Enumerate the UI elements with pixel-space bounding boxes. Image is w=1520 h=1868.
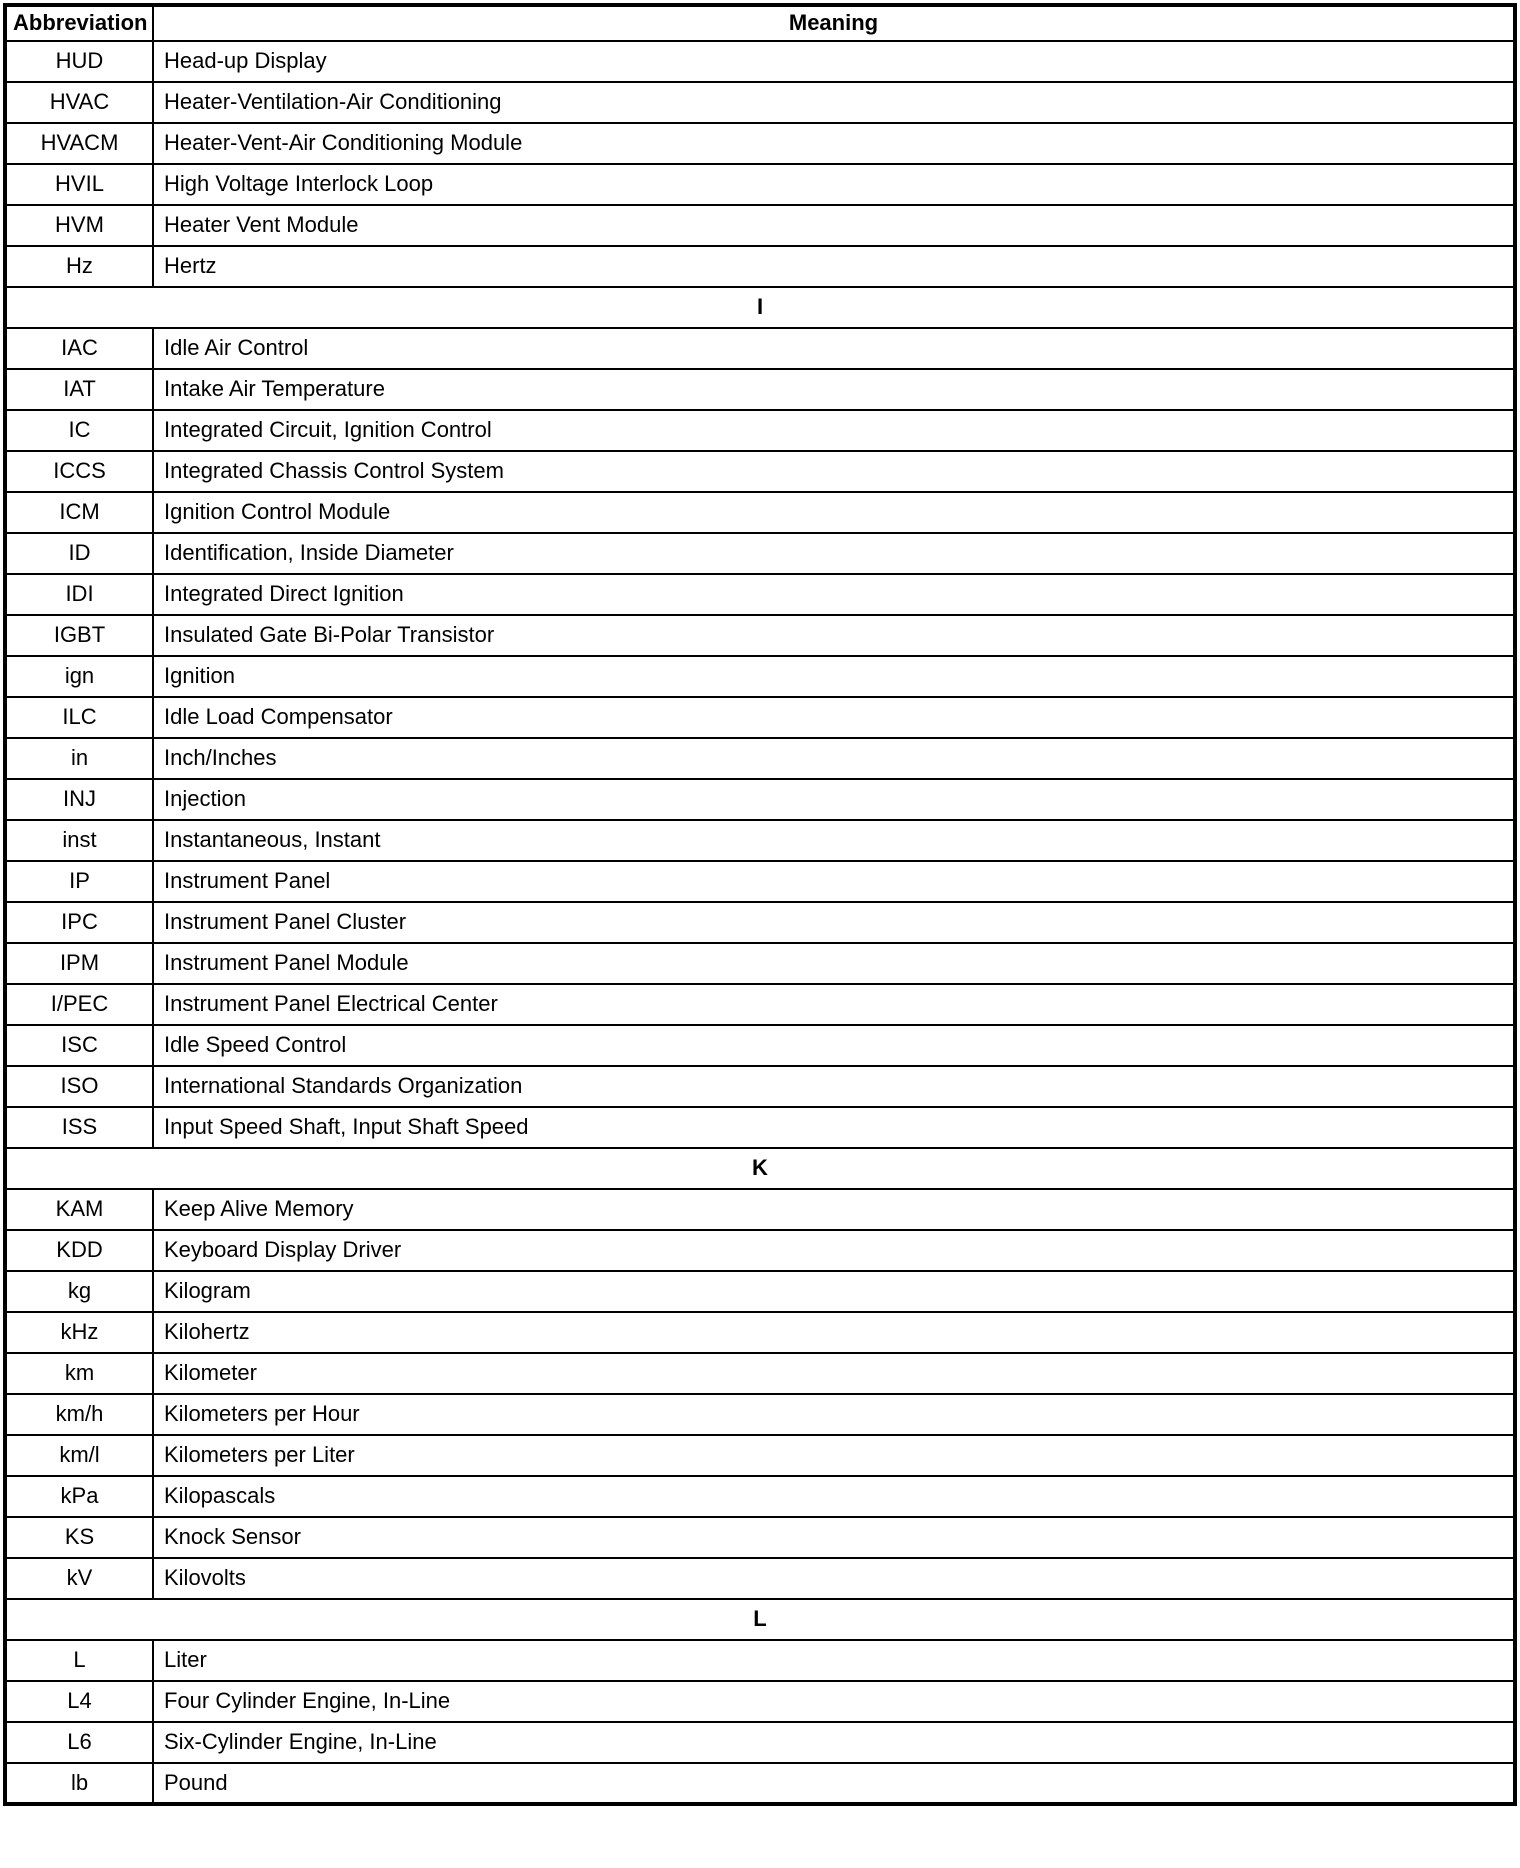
- meaning-cell: Liter: [153, 1640, 1515, 1681]
- section-letter: K: [5, 1148, 1515, 1189]
- abbreviation-cell: ign: [5, 656, 153, 697]
- table-row: [5, 1640, 1515, 1681]
- section-letter: I: [5, 287, 1515, 328]
- table-body: [5, 41, 1515, 1804]
- table-row: [5, 1722, 1515, 1763]
- abbreviation-table: [3, 3, 1517, 1806]
- table-row: [5, 697, 1515, 738]
- table-row: [5, 1107, 1515, 1148]
- abbreviation-cell: HVIL: [5, 164, 153, 205]
- table-row: [5, 779, 1515, 820]
- meaning-cell: Kilovolts: [153, 1558, 1515, 1599]
- table-row: [5, 615, 1515, 656]
- abbreviation-cell: L4: [5, 1681, 153, 1722]
- meaning-cell: Keep Alive Memory: [153, 1189, 1515, 1230]
- table-row: [5, 1394, 1515, 1435]
- table-row: [5, 1353, 1515, 1394]
- table-row: [5, 533, 1515, 574]
- meaning-cell: Kilometers per Liter: [153, 1435, 1515, 1476]
- table-row: [5, 574, 1515, 615]
- section-header-row: [5, 1148, 1515, 1189]
- table-row: [5, 984, 1515, 1025]
- table-row: [5, 902, 1515, 943]
- abbreviation-cell: in: [5, 738, 153, 779]
- abbreviation-cell: IAT: [5, 369, 153, 410]
- table-row: [5, 82, 1515, 123]
- meaning-cell: Knock Sensor: [153, 1517, 1515, 1558]
- meaning-cell: Heater Vent Module: [153, 205, 1515, 246]
- table-header-row: [5, 5, 1515, 41]
- meaning-cell: Kilometer: [153, 1353, 1515, 1394]
- table-row: [5, 1025, 1515, 1066]
- abbreviation-cell: L6: [5, 1722, 153, 1763]
- table-row: [5, 1558, 1515, 1599]
- meaning-column-header: Meaning: [153, 5, 1515, 41]
- abbreviation-cell: ISC: [5, 1025, 153, 1066]
- abbreviation-cell: ICM: [5, 492, 153, 533]
- section-header-row: [5, 1599, 1515, 1640]
- meaning-cell: Integrated Circuit, Ignition Control: [153, 410, 1515, 451]
- meaning-cell: Keyboard Display Driver: [153, 1230, 1515, 1271]
- abbreviation-cell: ICCS: [5, 451, 153, 492]
- table-row: [5, 1189, 1515, 1230]
- table-row: [5, 1312, 1515, 1353]
- meaning-cell: Head-up Display: [153, 41, 1515, 82]
- meaning-cell: Inch/Inches: [153, 738, 1515, 779]
- table-row: [5, 1230, 1515, 1271]
- meaning-cell: Idle Load Compensator: [153, 697, 1515, 738]
- abbreviation-cell: L: [5, 1640, 153, 1681]
- table-row: [5, 943, 1515, 984]
- abbreviation-cell: kg: [5, 1271, 153, 1312]
- meaning-cell: Hertz: [153, 246, 1515, 287]
- abbreviation-cell: I/PEC: [5, 984, 153, 1025]
- table-row: [5, 164, 1515, 205]
- abbreviation-cell: IP: [5, 861, 153, 902]
- abbreviation-cell: KAM: [5, 1189, 153, 1230]
- meaning-cell: Instrument Panel Cluster: [153, 902, 1515, 943]
- meaning-cell: Kilopascals: [153, 1476, 1515, 1517]
- section-header-row: [5, 287, 1515, 328]
- abbreviation-cell: ISO: [5, 1066, 153, 1107]
- meaning-cell: Integrated Direct Ignition: [153, 574, 1515, 615]
- abbreviation-cell: IPM: [5, 943, 153, 984]
- table-row: [5, 246, 1515, 287]
- table-row: [5, 1066, 1515, 1107]
- meaning-cell: Kilohertz: [153, 1312, 1515, 1353]
- table-row: [5, 738, 1515, 779]
- abbreviation-cell: HVM: [5, 205, 153, 246]
- abbreviation-cell: ILC: [5, 697, 153, 738]
- abbreviation-cell: KDD: [5, 1230, 153, 1271]
- section-letter: L: [5, 1599, 1515, 1640]
- meaning-cell: Idle Air Control: [153, 328, 1515, 369]
- meaning-cell: Insulated Gate Bi-Polar Transistor: [153, 615, 1515, 656]
- table-row: [5, 656, 1515, 697]
- meaning-cell: Instrument Panel: [153, 861, 1515, 902]
- meaning-cell: Kilometers per Hour: [153, 1394, 1515, 1435]
- meaning-cell: Intake Air Temperature: [153, 369, 1515, 410]
- abbreviation-cell: ISS: [5, 1107, 153, 1148]
- meaning-cell: International Standards Organization: [153, 1066, 1515, 1107]
- table-row: [5, 1271, 1515, 1312]
- meaning-cell: Instantaneous, Instant: [153, 820, 1515, 861]
- table-row: [5, 1763, 1515, 1804]
- table-row: [5, 492, 1515, 533]
- abbreviation-cell: HVAC: [5, 82, 153, 123]
- meaning-cell: Instrument Panel Module: [153, 943, 1515, 984]
- table-row: [5, 1435, 1515, 1476]
- abbreviation-cell: INJ: [5, 779, 153, 820]
- abbreviation-cell: KS: [5, 1517, 153, 1558]
- table-row: [5, 369, 1515, 410]
- meaning-cell: Injection: [153, 779, 1515, 820]
- meaning-cell: Four Cylinder Engine, In-Line: [153, 1681, 1515, 1722]
- meaning-cell: Pound: [153, 1763, 1515, 1804]
- meaning-cell: Kilogram: [153, 1271, 1515, 1312]
- abbreviation-cell: IGBT: [5, 615, 153, 656]
- meaning-cell: Idle Speed Control: [153, 1025, 1515, 1066]
- abbreviation-cell: Hz: [5, 246, 153, 287]
- table-row: [5, 123, 1515, 164]
- abbreviation-cell: kV: [5, 1558, 153, 1599]
- table-row: [5, 41, 1515, 82]
- abbreviation-cell: ID: [5, 533, 153, 574]
- abbreviation-cell: HUD: [5, 41, 153, 82]
- meaning-cell: Input Speed Shaft, Input Shaft Speed: [153, 1107, 1515, 1148]
- abbreviation-cell: IAC: [5, 328, 153, 369]
- table-row: [5, 1517, 1515, 1558]
- abbreviation-cell: lb: [5, 1763, 153, 1804]
- meaning-cell: Heater-Ventilation-Air Conditioning: [153, 82, 1515, 123]
- table-row: [5, 328, 1515, 369]
- meaning-cell: Integrated Chassis Control System: [153, 451, 1515, 492]
- table-row: [5, 1681, 1515, 1722]
- table-row: [5, 1476, 1515, 1517]
- meaning-cell: High Voltage Interlock Loop: [153, 164, 1515, 205]
- table-row: [5, 861, 1515, 902]
- table-row: [5, 205, 1515, 246]
- abbreviation-cell: kHz: [5, 1312, 153, 1353]
- abbreviation-cell: kPa: [5, 1476, 153, 1517]
- meaning-cell: Ignition Control Module: [153, 492, 1515, 533]
- meaning-cell: Six-Cylinder Engine, In-Line: [153, 1722, 1515, 1763]
- table-row: [5, 451, 1515, 492]
- abbreviation-cell: km/h: [5, 1394, 153, 1435]
- table-row: [5, 410, 1515, 451]
- meaning-cell: Instrument Panel Electrical Center: [153, 984, 1515, 1025]
- abbreviation-cell: IPC: [5, 902, 153, 943]
- abbreviation-cell: HVACM: [5, 123, 153, 164]
- abbreviation-cell: km: [5, 1353, 153, 1394]
- abbreviation-cell: km/l: [5, 1435, 153, 1476]
- abbreviation-cell: IC: [5, 410, 153, 451]
- table-row: [5, 820, 1515, 861]
- meaning-cell: Heater-Vent-Air Conditioning Module: [153, 123, 1515, 164]
- meaning-cell: Identification, Inside Diameter: [153, 533, 1515, 574]
- abbreviation-cell: inst: [5, 820, 153, 861]
- abbreviation-column-header: Abbreviation: [5, 5, 153, 41]
- meaning-cell: Ignition: [153, 656, 1515, 697]
- abbreviation-cell: IDI: [5, 574, 153, 615]
